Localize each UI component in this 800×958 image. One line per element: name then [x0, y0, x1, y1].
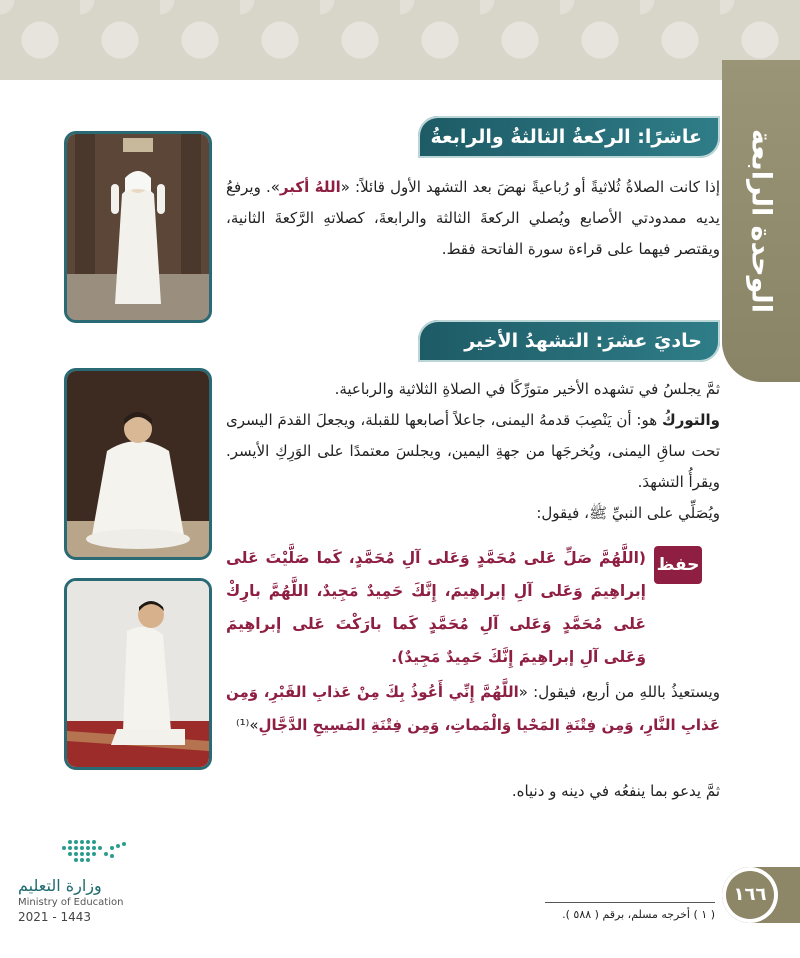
closing-line: ثمَّ يدعو بما ينفعُه في دينه و دنياه. — [511, 782, 720, 800]
ministry-logo-mark — [18, 836, 148, 866]
final-tashahhud-text — [226, 374, 720, 529]
ministry-name-arabic: وزارة التعليم — [18, 876, 102, 895]
istiadha-paragraph: ويستعيذُ باللهِ من أربع، فيقول: «اللَّهُمَّ إِنِّي أَعُوذُ بِكَ مِنْ عَذابِ القَبْرِ، وَمِن عَذابِ النَّارِ، وَمِن فِتْنَةِ المَحْيا وَالْمَماتِ، وَمِن فِتْنَةِ المَسِيحِ الدَّجَّالِ»⁽¹⁾ — [226, 683, 720, 734]
photo-boy-sitting-tawarruk — [64, 368, 212, 560]
istiadha-dua: اللَّهُمَّ إِنِّي أَعُوذُ بِكَ مِنْ عَذابِ القَبْرِ، وَمِن عَذابِ النَّارِ، وَمِن فِتْنَةِ المَحْيا وَالْمَماتِ، وَمِن فِتْنَةِ المَسِيحِ الدَّجَّالِ — [226, 683, 720, 734]
footnote-divider — [545, 902, 715, 903]
tawarruk-intro: ثمَّ يجلسُ في تشهده الأخير متورِّكًا في الصلاةِ الثلاثية والرباعية. — [334, 380, 720, 398]
ministry-logo — [18, 836, 148, 924]
decorative-header-band — [0, 0, 800, 80]
footnote: ( ١ ) أخرجه مسلم، برقم ( ٥٨٨ ). — [562, 908, 715, 921]
photo-boy-standing-takbir — [64, 131, 212, 323]
unit-side-tab — [722, 60, 800, 382]
page-number-tab — [722, 867, 800, 923]
section-heading-final-tashahhud: حاديَ عشرَ: التشهدُ الأخير — [418, 320, 720, 362]
tawarruk-term: والتوركُ — [661, 411, 720, 429]
ministry-name-english: Ministry of Education — [18, 897, 124, 908]
salat-intro: ويُصَلِّي على النبيِّ ﷺ، فيقول: — [536, 504, 720, 522]
edition-year: 2021 - 1443 — [18, 910, 92, 924]
section-paragraph-third-fourth-rakah: إذا كانت الصلاةُ ثُلاثيةً أو رُباعيةً نهضَ بعد التشهد الأول قائلاً: «اللهُ أكبر». ويرفعُ يديه ممدودتي الأصابع ويُصلي الركعةَ الثالثة والرابعةَ، كصلاتهِ الرَّكعةَ الثانية، ويقتصر فيهما على قراءة سورة الفاتحة فقط. — [226, 178, 720, 258]
section-heading-third-fourth-rakah: عاشرًا: الركعةُ الثالثةُ والرابعةُ — [418, 116, 720, 158]
page-number: ١٦٦ — [722, 867, 778, 923]
tawarruk-definition: والتوركُ هو: أن يَنْصِبَ قدمهُ اليمنى، جاعلاً أصابعها للقبلة، ويجعلَ القدمَ اليسرى تحت ساقِ اليمنى، ويُخرجَها من جهةِ اليمين، ويجلسَ معتمدًا على الوَرِكِ الأيسر. ويقرأُ التشهدَ. — [226, 411, 720, 491]
memorize-badge: حفظ — [654, 546, 702, 584]
unit-label: الوحدة الرابعة — [745, 129, 777, 313]
photo-boy-sitting-profile — [64, 578, 212, 770]
salat-ibrahimiyya-dua: (اللَّهُمَّ صَلِّ عَلى مُحَمَّدٍ وَعَلى آلِ مُحَمَّدٍ، كَما صَلَّيْتَ عَلى إبراهِيمَ وَعَلى آلِ إبراهِيمَ، إِنَّكَ حَمِيدٌ مَجِيدٌ، اللَّهُمَّ بارِكْ عَلى مُحَمَّدٍ وَعَلى آلِ مُحَمَّدٍ كَما بارَكْتَ عَلى إبراهِيمَ وَعَلى آلِ إبراهِيمَ إِنَّكَ حَمِيدٌ مَجِيدٌ). — [226, 549, 646, 666]
